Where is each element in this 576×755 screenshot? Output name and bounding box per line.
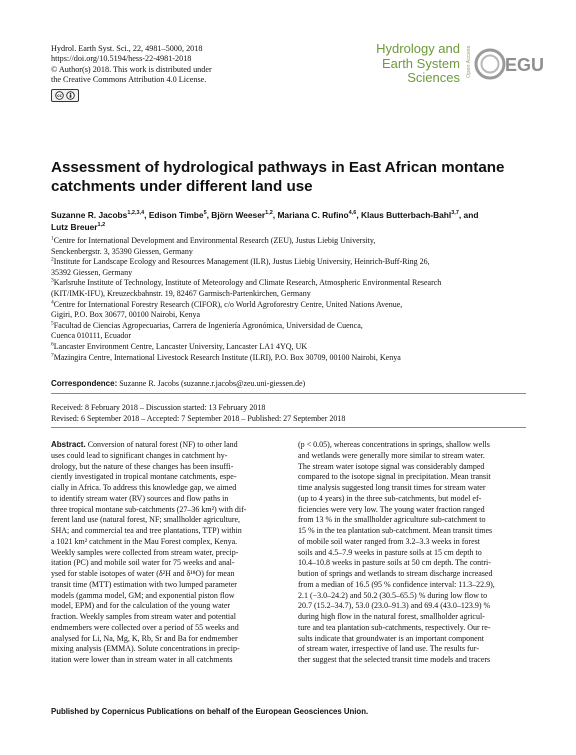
abstract-line: of stream water, irrespective of land use. The results fur- xyxy=(298,644,479,654)
abstract-line: to identify stream water (RV) sources and flow paths in xyxy=(51,493,229,503)
abstract-line: ficiencies were very low. The young water fraction ranged xyxy=(298,504,485,514)
publisher-footer: Published by Copernicus Publications on behalf of the European Geosciences Union. xyxy=(51,707,369,716)
abstract-line: (up to 4 years) in the three sub-catchments, but model ef- xyxy=(298,493,482,503)
title-line: catchments under different land use xyxy=(51,178,313,195)
author-separator: , xyxy=(272,210,278,220)
abstract-line: ture and tea plantation sub-catchments, respectively. Our re- xyxy=(298,622,491,632)
affiliation-text: Facultad de Ciencias Agropecuarias, Carrera de Ingeniería Agronómica, Universidad de Cuenca, xyxy=(53,320,363,330)
author-affiliation-ref: 5 xyxy=(203,210,207,217)
article-meta xyxy=(51,44,212,86)
journal-name xyxy=(376,42,460,86)
affiliation-text: Centre for International Development and Environmental Research (ZEU), Justus Liebig University, xyxy=(53,236,376,245)
meta-line: Hydrol. Earth Syst. Sci., 22, 4981–5000, 2018 xyxy=(51,44,203,53)
abstract-line: of mobile soil water ranged from 3.2–3.3 weeks in forest xyxy=(298,536,480,546)
abstract-heading: Abstract. xyxy=(51,440,86,449)
affiliation-line xyxy=(51,278,526,289)
meta-line: the Creative Commons Attribution 4.0 License. xyxy=(51,75,207,85)
affiliation-line xyxy=(51,310,526,321)
author-separator: , and xyxy=(458,210,479,220)
abstract-line: model, EPM) and for the calculation of the young water xyxy=(51,601,231,611)
abstract-line: bution of springs and wetlands to stream discharge increased xyxy=(298,569,493,578)
abstract-line: cially in Africa. To address this knowledge gap, we aimed xyxy=(51,483,237,492)
author-separator: , xyxy=(356,210,361,220)
abstract-line: three tropical montane sub-catchments (27–36 km²) with dif- xyxy=(51,504,247,514)
affiliation-line xyxy=(51,257,526,268)
open-access-label xyxy=(463,34,473,80)
journal-name-line: Hydrology and xyxy=(376,41,460,56)
affiliation-line xyxy=(51,236,526,247)
affiliation-line xyxy=(51,353,526,364)
svg-text:Open Access: Open Access xyxy=(466,45,472,78)
date-line: Received: 8 February 2018 – Discussion started: 13 February 2018 xyxy=(51,403,266,412)
date-line: Revised: 6 September 2018 – Accepted: 7 September 2018 – Published: 27 September 2018 xyxy=(51,413,346,423)
affiliation-text: Senckenbergstr. 3, 35390 Giessen, Germany xyxy=(51,246,193,256)
abstract-line: itation were lower than in stream water in all catchments xyxy=(51,655,233,664)
abstract-line: ysed for stable isotopes of water (δ²H and δ¹⁸O) for mean xyxy=(51,569,235,578)
author-name[interactable]: Björn Weeser xyxy=(211,210,266,220)
author-affiliation-ref: 1,2 xyxy=(97,222,106,229)
affiliation-text: Institute for Landscape Ecology and Resources Management (ILR), Justus Liebig University, Heinrich-Buff-Ring 26, xyxy=(53,257,430,267)
by-icon xyxy=(66,91,75,100)
affiliation-number: 4 xyxy=(51,298,54,305)
correspondence xyxy=(51,379,526,388)
abstract-column-right xyxy=(298,440,526,666)
abstract-column-left xyxy=(51,440,279,666)
abstract-line: endmembers were collected over a period of 55 weeks and xyxy=(51,622,239,632)
abstract-line: fraction. Weekly samples from stream water and potential xyxy=(51,612,236,621)
journal-name-line: Earth System xyxy=(381,55,460,71)
affiliation-number: 2 xyxy=(51,256,54,263)
publication-dates xyxy=(51,403,526,424)
affiliation-line xyxy=(51,331,526,342)
abstract-line: sults indicate that groundwater is an important component xyxy=(298,633,484,643)
abstract-line: SHA; and commercial tea and tree plantations, TTP) within xyxy=(51,526,242,535)
abstract-line: a 1021 km² catchment in the Mau Forest complex, Kenya. xyxy=(51,536,238,546)
affiliation-line xyxy=(51,321,526,332)
abstract-line: ferent land use (natural forest, NF; smallholder agriculture, xyxy=(51,515,241,525)
abstract-line: Abstract. Conversion of natural forest (NF) to other land xyxy=(51,440,238,449)
abstract-line: and wetlands were generally more similar to stream water. xyxy=(298,450,485,460)
cc-license-badge[interactable] xyxy=(51,89,79,102)
affiliation-number: 7 xyxy=(51,351,54,358)
author-name[interactable]: Klaus Butterbach-Bahl xyxy=(360,210,452,220)
affiliation-text: 35392 Giessen, Germany xyxy=(51,267,133,277)
cc-icon xyxy=(55,91,64,100)
abstract-line: 15 % in the tea plantation sub-catchment. Mean transit times xyxy=(298,526,493,535)
abstract-line: ther suggest that the selected transit time models and tracers xyxy=(298,655,491,664)
affiliation-text: (KIT/IMK-IFU), Kreuzeckbahnstr. 19, 82467 Garmisch-Partenkirchen, Germany xyxy=(51,288,311,298)
author-separator: , xyxy=(206,210,212,220)
abstract-line: Weekly samples were collected from stream water, precip- xyxy=(51,547,239,557)
affiliation-number: 1 xyxy=(51,235,54,242)
abstract-line: from 13 % in the smallholder agriculture sub-catchment to xyxy=(298,515,486,525)
correspondence-contact[interactable]: Suzanne R. Jacobs (suzanne.r.jacobs@zeu.uni-giessen.de) xyxy=(119,379,306,388)
abstract-line: The stream water isotope signal was considerably damped xyxy=(298,461,485,471)
abstract-line: uses could lead to significant changes in catchment hy- xyxy=(51,450,228,460)
affiliation-text: Centre for International Forestry Research (CIFOR), c/o World Agroforestry Centre, United Nations Avenue, xyxy=(53,299,403,309)
correspondence-label: Correspondence: xyxy=(51,379,118,388)
abstract-line: 20.7 (15.2–34.7), 53.0 (23.0–91.3) and 69.4 (43.0–123.9) % xyxy=(298,601,491,611)
title-line: Assessment of hydrological pathways in East African montane xyxy=(51,159,505,176)
affiliation-number: 6 xyxy=(51,341,54,348)
affiliation-line xyxy=(51,300,526,311)
author-list xyxy=(51,209,526,233)
author-separator: , xyxy=(144,210,149,220)
svg-text:cc: cc xyxy=(57,93,62,99)
author-name[interactable]: Lutz Breuer xyxy=(51,222,98,232)
affiliation-text: Lancaster Environment Centre, Lancaster University, Lancaster LA1 4YQ, UK xyxy=(53,341,308,351)
affiliation-number: 5 xyxy=(51,320,54,327)
author-affiliation-ref: 1,2 xyxy=(265,210,273,217)
article-title xyxy=(51,158,521,196)
abstract-line: mixing analysis (EMMA). Solute concentrations in precip- xyxy=(51,644,240,654)
affiliation-line xyxy=(51,289,526,300)
affiliation-text: Karlsruhe Institute of Technology, Institute of Meteorology and Climate Research, Atmospheric Environmental Research xyxy=(53,278,442,288)
abstract-line: soils and 4.5–7.9 weeks in pasture soils at 15 cm depth to xyxy=(298,547,482,557)
journal-name-line: Sciences xyxy=(407,70,460,85)
abstract-line: during high flow in the natural forest, smallholder agricul- xyxy=(298,612,485,621)
author-affiliation-ref: 3,7 xyxy=(451,210,459,217)
abstract-line: 2.1 (−3.0–24.2) and 50.2 (30.5–65.5) % during low flow to xyxy=(298,590,488,600)
divider-top xyxy=(51,393,526,394)
abstract-line: transit time (MTT) estimation with two lumped parameter xyxy=(51,579,237,589)
abstract-line: itation (PC) and mobile soil water for 75 weeks and anal- xyxy=(51,558,235,568)
abstract-line: 10.4–10.8 weeks in pasture soils at 50 cm depth. The contri- xyxy=(298,558,491,568)
author-affiliation-ref: 4,6 xyxy=(348,210,357,217)
abstract-line: drology, but the nature of these changes has been insuffi- xyxy=(51,461,234,471)
author-affiliation-ref: 1,2,3,4 xyxy=(127,210,145,217)
affiliations xyxy=(51,236,526,363)
egu-logo xyxy=(474,46,545,82)
abstract-line: ciently investigated in tropical montane catchments, espe- xyxy=(51,472,237,482)
abstract-line: from a median of 16.5 (95 % confidence interval: 11.3–22.9), xyxy=(298,579,495,589)
author-name[interactable]: Suzanne R. Jacobs xyxy=(51,210,128,220)
divider-bottom xyxy=(51,427,526,428)
affiliation-line xyxy=(51,247,526,258)
svg-text:EGU: EGU xyxy=(505,55,545,75)
author-name[interactable]: Edison Timbe xyxy=(148,210,204,220)
meta-line: © Author(s) 2018. This work is distributed under xyxy=(51,64,212,74)
affiliation-text: Gigiri, P.O. Box 30677, 00100 Nairobi, Kenya xyxy=(51,310,201,320)
affiliation-text: Cuenca 010111, Ecuador xyxy=(51,331,132,341)
author-name[interactable]: Mariana C. Rufino xyxy=(277,210,349,220)
abstract-line: models (gamma model, GM; and exponential piston flow xyxy=(51,590,235,600)
abstract-line: time analysis suggested long transit times for stream water xyxy=(298,483,486,492)
affiliation-line xyxy=(51,342,526,353)
abstract-line: compared to the isotope signal in precipitation. Mean transit xyxy=(298,472,491,482)
affiliation-line xyxy=(51,268,526,279)
affiliation-number: 3 xyxy=(51,277,54,284)
abstract-line: (p < 0.05), whereas concentrations in springs, shallow wells xyxy=(298,440,490,449)
abstract-line: analysed for Li, Na, Mg, K, Rb, Sr and Ba for endmember xyxy=(51,633,238,643)
meta-line[interactable]: https://doi.org/10.5194/hess-22-4981-2018 xyxy=(51,54,192,64)
affiliation-text: Mazingira Centre, International Livestock Research Institute (ILRI), P.O. Box 30709, 00100 Nairobi, Kenya xyxy=(53,352,401,362)
